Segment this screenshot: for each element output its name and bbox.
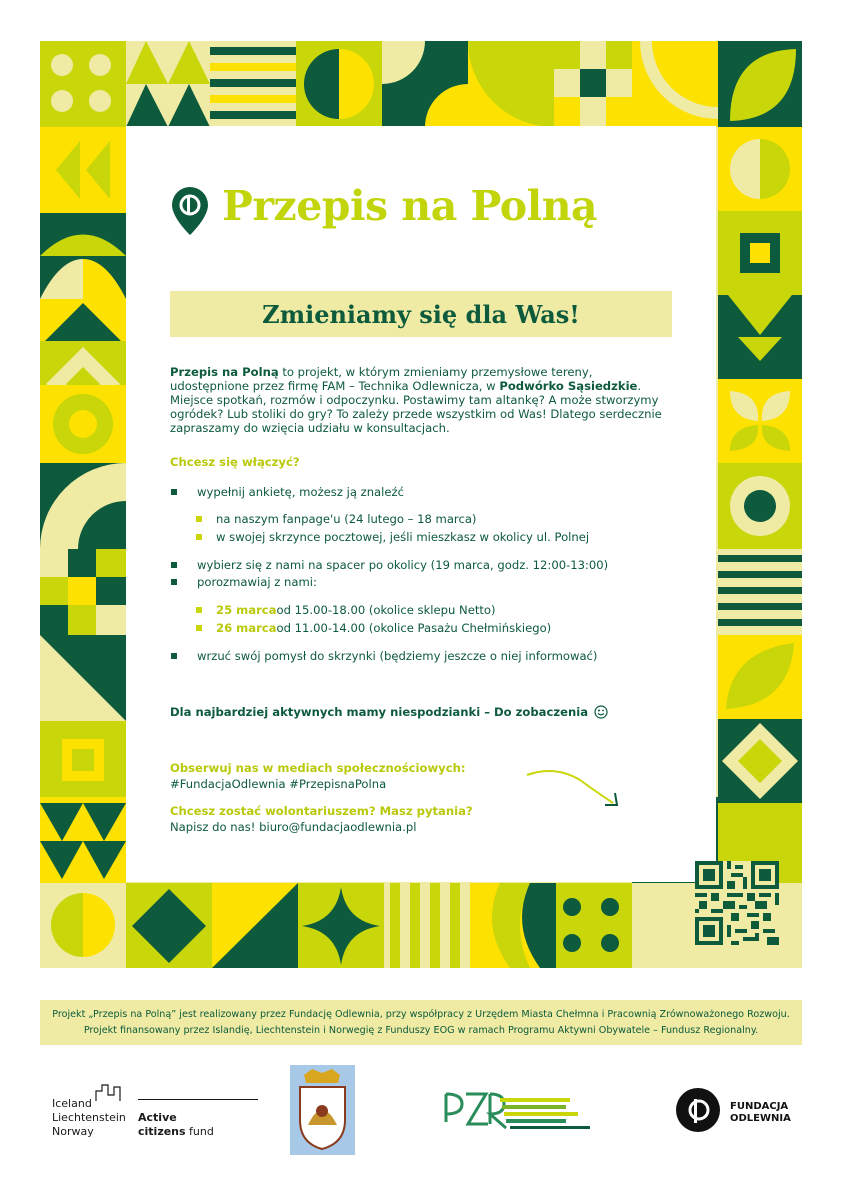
contact-email: Napisz do nas! biuro@fundacjaodlewnia.pl xyxy=(170,820,417,834)
pzr-logo xyxy=(440,1088,592,1134)
list-item: wrzuć swój pomysł do skrzynki (będziemy jeszcze o niej informować) xyxy=(171,649,597,663)
list-item: wypełnij ankietę, możesz ją znaleźć xyxy=(171,485,404,499)
project-name: Przepis na Polną xyxy=(170,365,279,379)
intro-paragraph: Przepis na Polną to projekt, w którym zmieniamy przemysłowe tereny, udostępnione przez firmę FAM – Technika Odlewnicza, w Podwórko Sąsiedzkie. Miejsce spotkań, rozmów i odpoczynku. Postawimy tam altankę? A może stworzymy ogródek? Lub stoliki do gry? To zależy przede wszystkim od Was! Dlatego serdecznie zapraszamy do wzięcia udziału w konsultacjach. xyxy=(170,365,662,435)
bullet-icon xyxy=(171,579,177,585)
hashtags: #FundacjaOdlewnia #PrzepisnaPolna xyxy=(170,777,387,791)
list-item: w swojej skrzynce pocztowej, jeśli mieszkasz w okolicy ul. Polnej xyxy=(196,530,589,544)
qr-code xyxy=(695,861,779,945)
list-item: 25 marca od 15.00-18.00 (okolice sklepu Netto) xyxy=(196,603,496,617)
fundacja-odlewnia-logo: FUNDACJA ODLEWNIA xyxy=(730,1101,791,1124)
surprise-line: Dla najbardziej aktywnych mamy niespodzianki – Do zobaczenia xyxy=(170,705,608,719)
bullet-icon xyxy=(171,653,177,659)
winking-smiley-icon xyxy=(594,705,608,719)
fundacja-odlewnia-logo-icon xyxy=(675,1087,721,1133)
location-pin-icon xyxy=(170,185,210,237)
chelmno-coat-of-arms-icon xyxy=(290,1065,355,1155)
list-item: porozmawiaj z nami: xyxy=(171,575,317,589)
bullet-icon xyxy=(196,607,202,613)
list-item: wybierz się z nami na spacer po okolicy (19 marca, godz. 12:00-13:00) xyxy=(171,558,608,572)
bullet-icon xyxy=(196,534,202,540)
list-item: na naszym fanpage'u (24 lutego – 18 marca) xyxy=(196,512,476,526)
bullet-icon xyxy=(171,489,177,495)
place-name: Podwórko Sąsiedzkie xyxy=(499,379,638,393)
list-item: 26 marca od 11.00-14.00 (okolice Pasażu Chełmińskiego) xyxy=(196,621,551,635)
active-citizens-fund-logo: Active citizens fund xyxy=(138,1111,214,1138)
curved-arrow-icon xyxy=(525,765,625,810)
project-funding-note: Projekt „Przepis na Polną” jest realizowany przez Fundację Odlewnia, przy współpracy z Urzędem Miasta Chełmna i Pracownią Zrównoważonego Rozwoju. Projekt finansowany przez Islandię, Liechtenstein i Norwegię z Funduszy EOG w ramach Programu Aktywni Obywatele – Fundusz Regionalny. xyxy=(40,1000,802,1045)
bullet-icon xyxy=(171,562,177,568)
bullet-icon xyxy=(196,516,202,522)
headline-banner: Zmieniamy się dla Was! xyxy=(170,291,672,337)
bullet-icon xyxy=(196,625,202,631)
follow-heading: Obserwuj nas w mediach społecznościowych: xyxy=(170,761,466,775)
join-heading: Chcesz się włączyć? xyxy=(170,455,300,469)
poster-title: Przepis na Polną xyxy=(222,182,598,230)
volunteer-heading: Chcesz zostać wolontariuszem? Masz pytania? xyxy=(170,804,473,818)
